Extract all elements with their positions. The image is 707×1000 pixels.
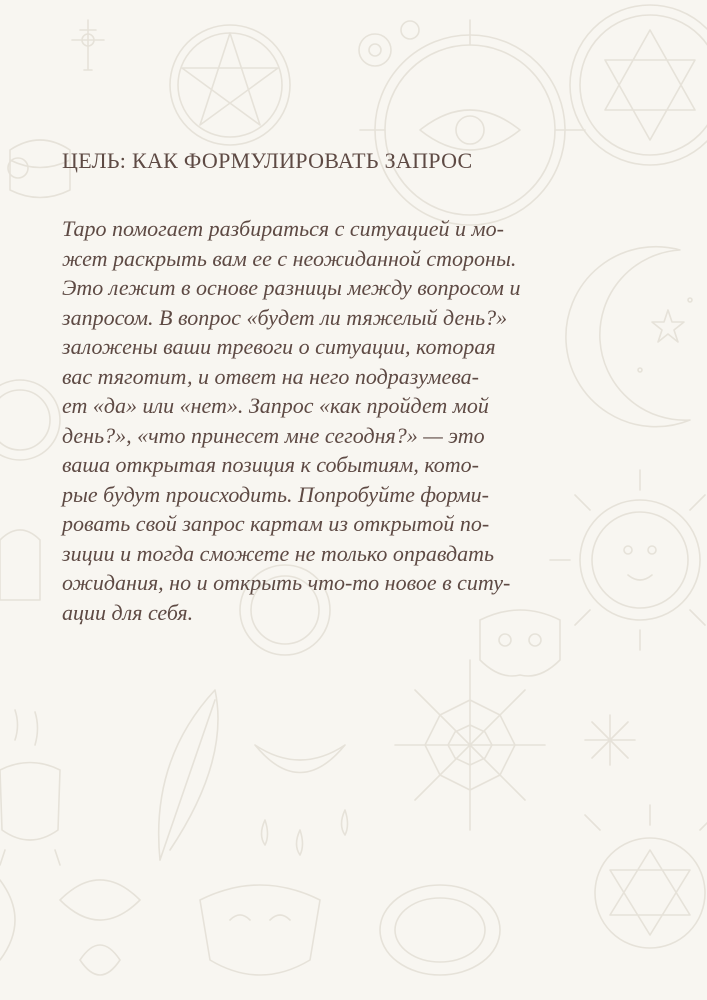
- text-line: ожидания, но и открыть что-то новое в ситу-: [62, 570, 511, 595]
- text-line: рые будут происходить. Попробуйте форми-: [62, 481, 489, 507]
- text-line: вас тяготит, и ответ на него подразумева-: [62, 363, 479, 389]
- text-line: ровать свой запрос картам из открытой по-: [62, 511, 490, 536]
- text-line: жет раскрыть вам ее с неожиданной стороны.: [62, 245, 517, 271]
- text-line: запросом. В вопрос «будет ли тяжелый день?»: [62, 304, 508, 330]
- hexagram-icon: [570, 5, 707, 165]
- gear-icon: [380, 885, 500, 975]
- eye-icon: [360, 20, 585, 225]
- cauldron-icon: [0, 710, 60, 865]
- text-line: день?», «что принесет мне сегодня?» — это: [62, 422, 485, 448]
- text-line: заложены ваши тревоги о ситуации, которая: [62, 334, 496, 359]
- pentagram-icon: [170, 25, 290, 145]
- page-title: ЦЕЛЬ: КАК ФОРМУЛИРОВАТЬ ЗАПРОС: [62, 148, 473, 173]
- crescent-moon-icon: [566, 247, 692, 427]
- sun-icon: [585, 805, 707, 948]
- text-line: ации для себя.: [62, 599, 194, 625]
- feather-icon: [159, 690, 218, 860]
- hexagram-icon: [0, 880, 140, 975]
- gear-icon: [0, 380, 60, 600]
- text-line: ваша открытая позиция к событиям, кото-: [62, 452, 479, 477]
- text-line: Это лежит в основе разницы между вопросом и: [62, 275, 521, 300]
- body-paragraph: [62, 214, 574, 627]
- gear-icon: [359, 21, 419, 66]
- text-line: Таро помогает разбираться с ситуацией и мо-: [62, 216, 504, 241]
- text-line: зиции и тогда сможете не только оправдать: [62, 540, 494, 566]
- star-icon: [585, 715, 635, 765]
- text-line: ет «да» или «нет». Запрос «как пройдет мой: [62, 393, 489, 418]
- candle-icon: [8, 140, 70, 198]
- crescent-moon-icon: [255, 745, 348, 855]
- ram-icon: [200, 885, 320, 975]
- cross-icon: [72, 20, 104, 70]
- spiderweb-icon: [395, 660, 545, 830]
